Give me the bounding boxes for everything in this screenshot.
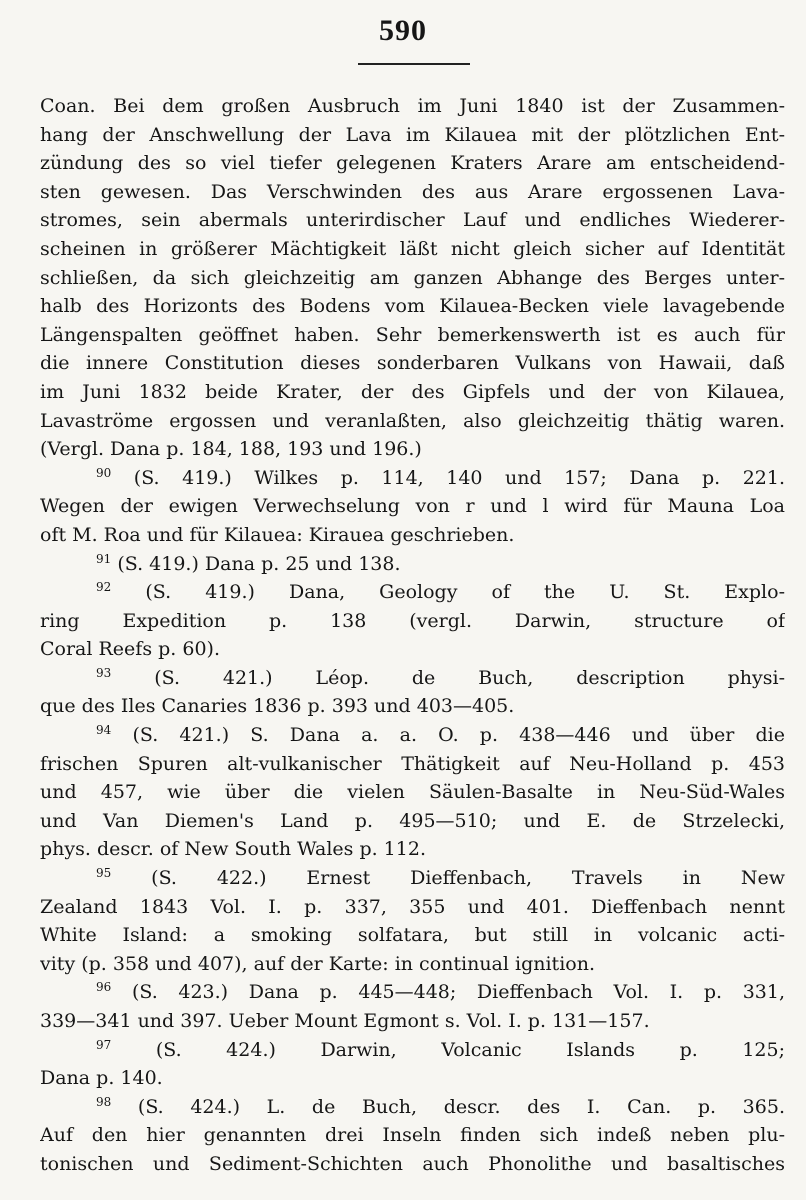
text-line — [40, 235, 785, 264]
line-text: die innere Constitution dieses sonderbaren Vulkans von Hawaii, daß — [40, 352, 785, 375]
text-line — [40, 835, 785, 864]
line-text: oft M. Roa und für Kilauea: Kirauea geschrieben. — [40, 523, 515, 546]
line-text: Coral Reefs p. 60). — [40, 638, 220, 661]
line-text: (S. 419.) Wilkes p. 114, 140 und 157; Dana p. 221. — [133, 466, 785, 489]
line-text: (S. 419.) Dana, Geology of the U. St. Explo- — [145, 581, 785, 604]
line-text: halb des Horizonts des Bodens vom Kilauea-Becken viele lavagebende — [40, 295, 785, 318]
line-text: stromes, sein abermals unterirdischer Lauf und endliches Wiederer- — [40, 209, 785, 232]
line-text: Wegen der ewigen Verwechselung von r und l wird für Mauna Loa — [40, 495, 785, 518]
text-line — [40, 492, 785, 521]
text-line — [40, 635, 785, 664]
text-line — [40, 607, 785, 636]
line-text: sten gewesen. Das Verschwinden des aus Arare ergossenen Lava- — [40, 180, 785, 203]
text-line — [40, 921, 785, 950]
line-text: tonischen und Sediment-Schichten auch Phonolithe und basaltisches — [40, 1152, 785, 1175]
line-text: (Vergl. Dana p. 184, 188, 193 und 196.) — [40, 438, 422, 461]
text-line — [40, 1121, 785, 1150]
text-line — [40, 664, 785, 693]
text-line — [40, 407, 785, 436]
line-text: Dana p. 140. — [40, 1067, 163, 1090]
text-line — [40, 321, 785, 350]
text-line — [40, 521, 785, 550]
text-line — [40, 578, 785, 607]
footnote-number: 91 — [96, 551, 112, 566]
text-line — [40, 1036, 785, 1065]
line-text: hang der Anschwellung der Lava im Kilauea mit der plötzlichen Ent- — [40, 123, 785, 146]
line-text: 339—341 und 397. Ueber Mount Egmont s. Vol. I. p. 131—157. — [40, 1010, 650, 1032]
text-line — [40, 178, 785, 207]
line-text: und Van Diemen's Land p. 495—510; und E. de Strzelecki, — [40, 809, 785, 832]
line-text: (S. 424.) L. de Buch, descr. des I. Can. p. 365. — [137, 1095, 785, 1118]
line-text: vity (p. 358 und 407), auf der Karte: in continual ignition. — [40, 952, 595, 975]
line-text: (S. 421.) S. Dana a. a. O. p. 438—446 und über die — [132, 724, 785, 747]
line-text: que des Iles Canaries 1836 p. 393 und 403—405. — [40, 695, 515, 718]
text-line — [40, 692, 785, 721]
text-line — [40, 721, 785, 750]
footnote-number: 90 — [96, 465, 112, 480]
text-line — [40, 264, 785, 293]
line-text: (S. 419.) Dana p. 25 und 138. — [117, 552, 401, 575]
page-number: 590 — [379, 14, 427, 47]
line-text: (S. 422.) Ernest Dieffenbach, Travels in New — [151, 867, 785, 890]
line-text: (S. 423.) Dana p. 445—448; Dieffenbach Vol. I. p. 331, — [131, 981, 785, 1004]
line-text: Coan. Bei dem großen Ausbruch im Juni 1840 ist der Zusammen- — [40, 95, 785, 117]
text-line — [40, 92, 785, 121]
text-line — [40, 893, 785, 922]
text-line — [40, 1064, 785, 1093]
text-line — [40, 778, 785, 807]
footnotes-text — [40, 92, 785, 1179]
text-line — [40, 349, 785, 378]
header-rule — [358, 63, 470, 65]
text-line — [40, 292, 785, 321]
line-text: zündung des so viel tiefer gelegenen Kraters Arare am entscheidend- — [40, 152, 785, 175]
line-text: scheinen in größerer Mächtigkeit läßt nicht gleich sicher auf Identität — [40, 237, 785, 260]
line-text: White Island: a smoking solfatara, but still in volcanic acti- — [40, 924, 785, 947]
text-line — [40, 435, 785, 464]
line-text: (S. 424.) Darwin, Volcanic Islands p. 125; — [155, 1038, 785, 1061]
footnote-number: 94 — [96, 723, 112, 738]
line-text: (S. 421.) Léop. de Buch, description physi- — [154, 666, 785, 689]
text-line — [40, 121, 785, 150]
text-line — [40, 950, 785, 979]
text-line — [40, 750, 785, 779]
text-line — [40, 864, 785, 893]
text-line — [40, 1150, 785, 1179]
footnote-number: 95 — [96, 866, 112, 881]
text-line — [40, 206, 785, 235]
footnote-number: 98 — [96, 1094, 112, 1109]
line-text: Zealand 1843 Vol. I. p. 337, 355 und 401. Dieffenbach nennt — [40, 895, 785, 918]
text-line — [40, 378, 785, 407]
text-line — [40, 807, 785, 836]
line-text: und 457, wie über die vielen Säulen-Basalte in Neu-Süd-Wales — [40, 781, 785, 804]
line-text: ring Expedition p. 138 (vergl. Darwin, structure of — [40, 609, 785, 632]
text-line — [40, 550, 785, 579]
line-text: im Juni 1832 beide Krater, der des Gipfels und der von Kilauea, — [40, 380, 785, 403]
text-line — [40, 1007, 785, 1036]
text-line — [40, 978, 785, 1007]
footnote-number: 97 — [96, 1037, 112, 1052]
line-text: schließen, da sich gleichzeitig am ganzen Abhange des Berges unter- — [40, 266, 785, 289]
line-text: phys. descr. of New South Wales p. 112. — [40, 838, 426, 861]
line-text: Lavaströme ergossen und veranlaßten, also gleichzeitig thätig waren. — [40, 409, 785, 432]
text-line — [40, 149, 785, 178]
footnote-number: 96 — [96, 980, 112, 995]
line-text: frischen Spuren alt-vulkanischer Thätigkeit auf Neu-Holland p. 453 — [40, 752, 785, 775]
text-line — [40, 464, 785, 493]
line-text: Auf den hier genannten drei Inseln finden sich indeß neben plu- — [40, 1124, 785, 1147]
footnote-number: 92 — [96, 580, 112, 595]
footnote-number: 93 — [96, 665, 112, 680]
text-line — [40, 1093, 785, 1122]
line-text: Längenspalten geöffnet haben. Sehr bemerkenswerth ist es auch für — [40, 323, 785, 346]
